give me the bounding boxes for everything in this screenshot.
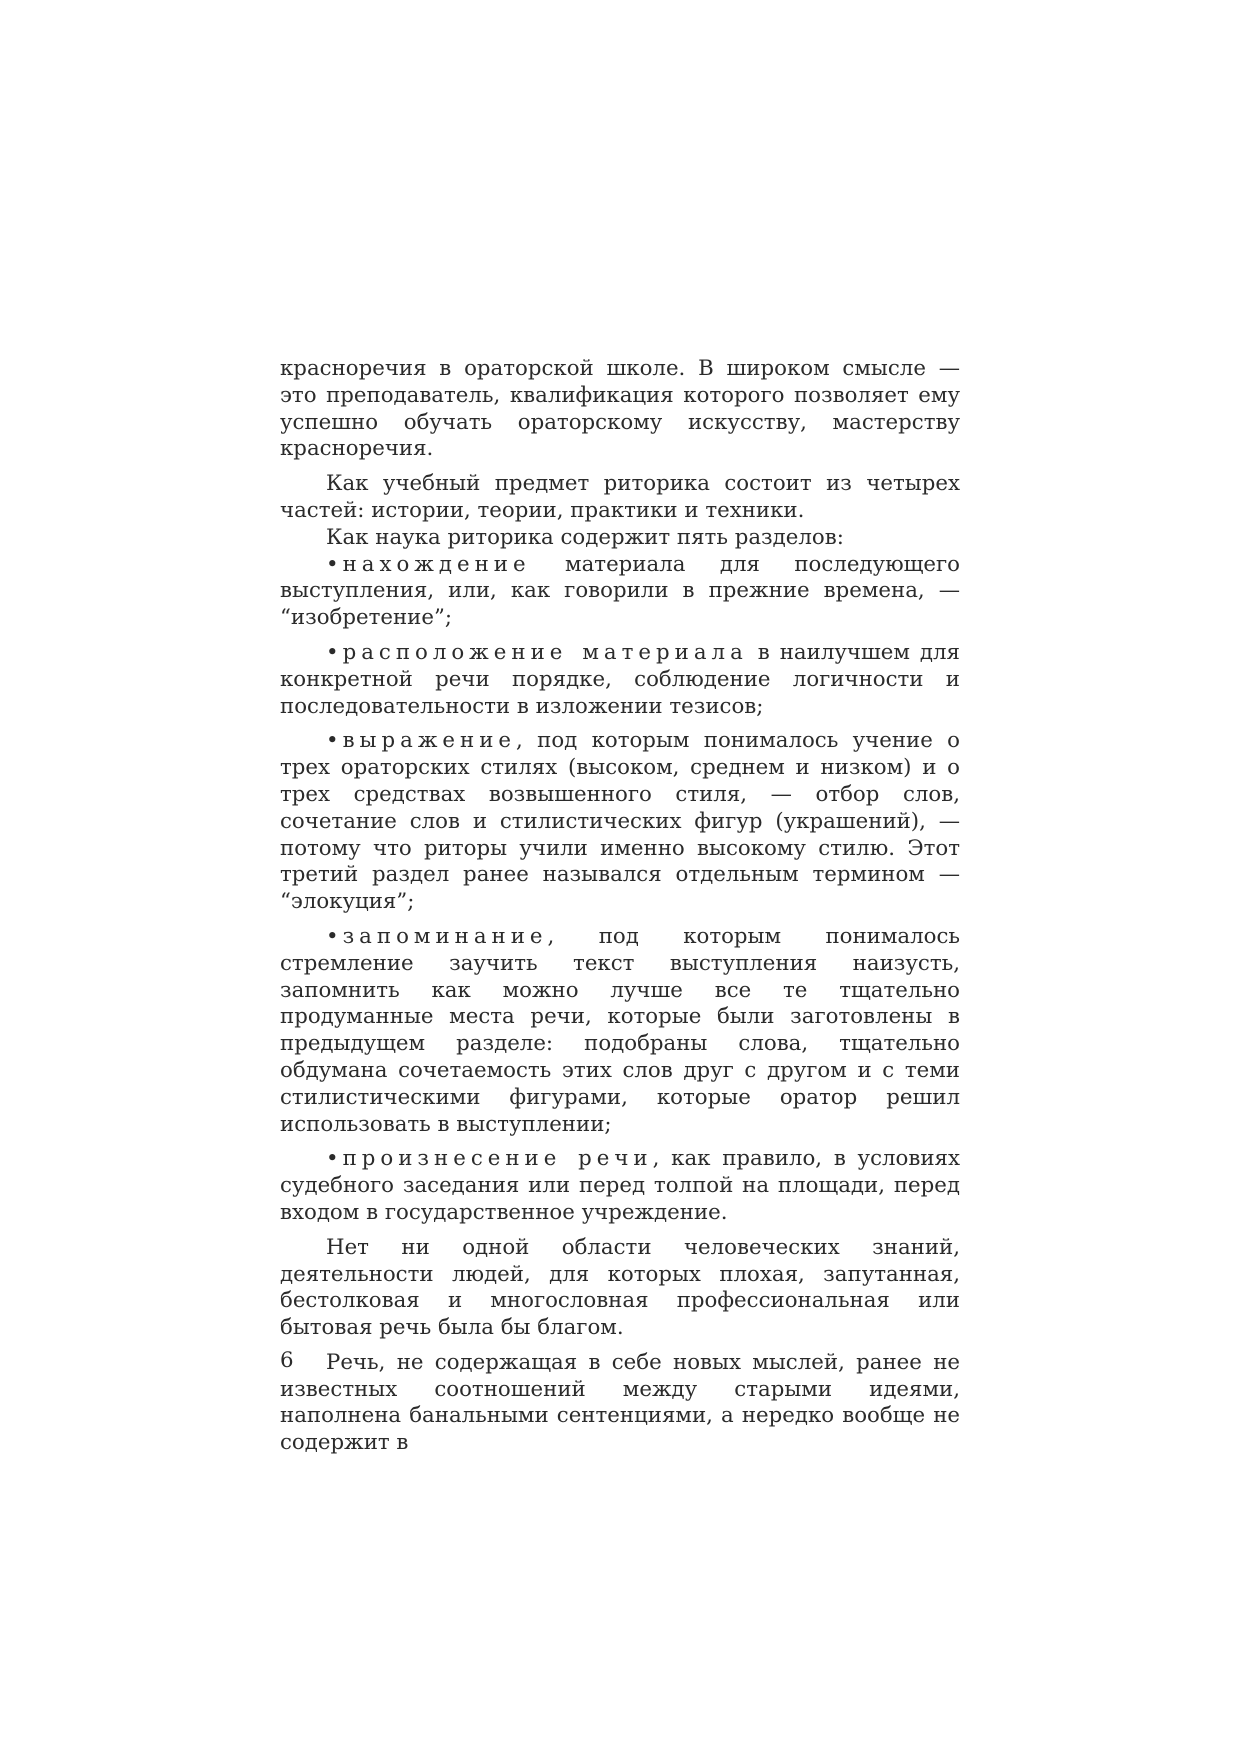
bullet-text: материала для последующего выступления, или, как говорили в прежние времена, — “изобретение”;	[280, 551, 960, 631]
page-number: 6	[280, 1348, 294, 1373]
bullet-term: произнесение речи	[342, 1146, 653, 1172]
bullet-text: в наилучшем для конкретной речи порядке, соблюдение логичности и последовательности в изложении тезисов;	[280, 639, 960, 719]
bullet-item	[280, 640, 960, 720]
bullet-item	[280, 552, 960, 632]
bullet-text: , под которым понималось учение о трех ораторских стилях (высоком, среднем и низком) и о трех средствах возвышенного стиля, — отбор слов, сочетание слов и стилистических фигур (украшений), — потому что риторы учили именно высокому стилю. Этот третий раздел ранее назывался отдельным термином — “элокуция”;	[280, 728, 960, 915]
bullet-term: расположение материала	[342, 639, 748, 665]
bullet-icon: •	[326, 551, 339, 577]
bullet-item	[280, 728, 960, 916]
bullet-icon: •	[326, 923, 339, 949]
bullet-icon: •	[326, 728, 339, 754]
paragraph-speech-without-ideas: Речь, не содержащая в себе новых мыслей, ранее не известных соотношений между старыми идеями, наполнена банальными сентенциями, а нередко вообще не содержит в	[280, 1349, 960, 1456]
body-text	[280, 356, 960, 1457]
paragraph-subject-parts: Как учебный предмет риторика состоит из четырех частей: истории, теории, практики и техники.	[280, 471, 960, 523]
bullet-item	[280, 1146, 960, 1226]
paragraph-science-sections: Как наука риторика содержит пять разделов:	[326, 524, 844, 550]
bullet-term: выражение	[342, 728, 517, 754]
bullet-text: , как правило, в условиях судебного заседания или перед толпой на площади, перед входом в государственное учреждение.	[280, 1146, 960, 1225]
bullet-icon: •	[326, 639, 339, 665]
paragraph-continuation: красноречия в ораторской школе. В широком смысле — это преподаватель, квалификация которого позволяет ему успешно обучать ораторскому искусству, мастерству красноречия.	[280, 356, 960, 462]
bullet-icon: •	[326, 1146, 339, 1172]
paragraph-bad-speech: Нет ни одной области человеческих знаний, деятельности людей, для которых плохая, запутанная, бестолковая и многословная профессиональная или бытовая речь была бы благом.	[280, 1234, 960, 1341]
bullet-item	[280, 924, 960, 1138]
bullet-term: нахождение	[342, 551, 531, 577]
bullet-text: , под которым понималось стремление заучить текст выступления наизусть, запомнить как можно лучше все те тщательно продуманные места речи, которые были заготовлены в предыдущем разделе: подобраны слова, тщательно обдумана сочетаемость этих слов друг с другом и с теми стилистическими фигурами, которые оратор решил использовать в выступлении;	[280, 923, 960, 1137]
bullet-term: запоминание	[342, 923, 548, 949]
